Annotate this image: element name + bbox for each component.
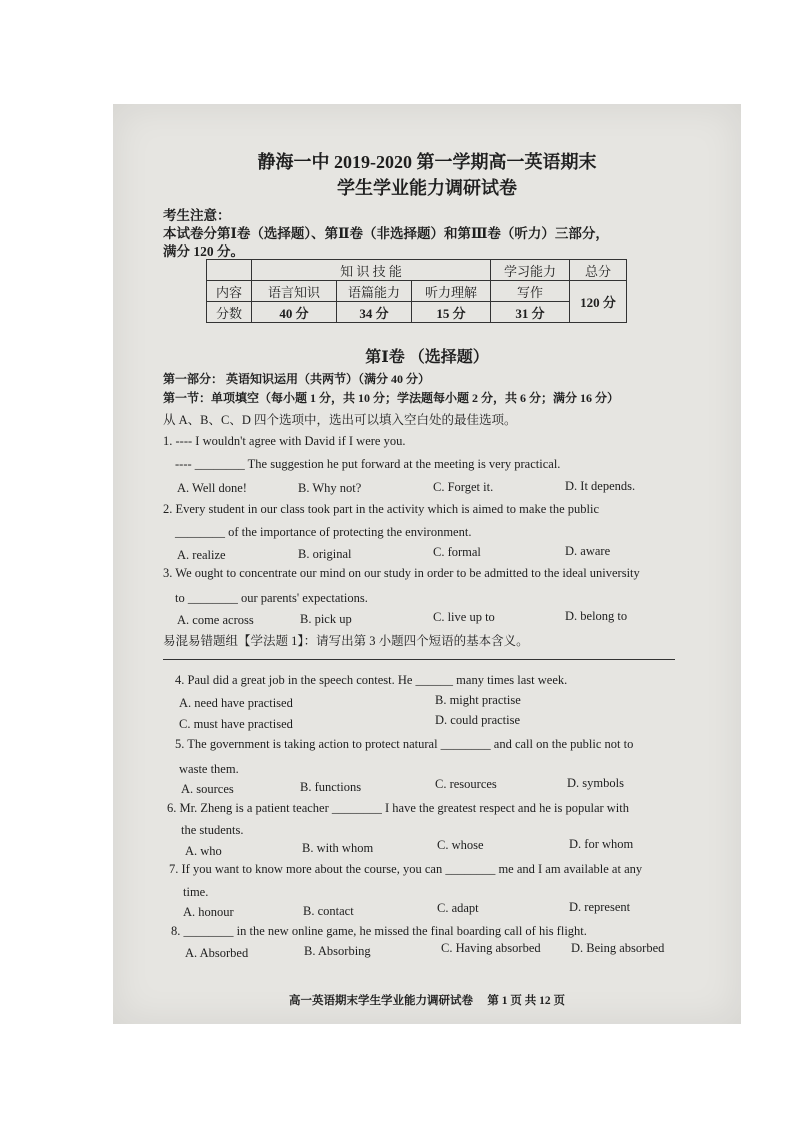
xuefa-prompt: 易混易错题组【学法题 1】：请写出第 3 小题四个短语的基本含义。	[163, 634, 529, 648]
question-3-option-c: C. live up to	[433, 610, 495, 624]
answer-line	[163, 659, 675, 660]
question-1-option-a: A. Well done!	[177, 481, 247, 495]
question-6-line-1: 6. Mr. Zheng is a patient teacher ________ I have the greatest respect and he is popular with	[167, 801, 630, 815]
question-8-option-b: B. Absorbing	[304, 944, 371, 958]
notice-line-2: 满分 120 分。	[163, 244, 244, 259]
question-5-line-2: waste them.	[179, 762, 239, 776]
question-4-option-b: B. might practise	[435, 693, 521, 707]
question-5-line-1: 5. The government is taking action to protect natural ________ and call on the public not to	[175, 737, 634, 751]
table-row-label-content: 内容	[207, 281, 252, 302]
question-2-option-d: D. aware	[565, 544, 611, 558]
instructions: 从 A、B、C、D 四个选项中，选出可以填入空白处的最佳选项。	[163, 413, 517, 427]
question-6-line-2: the students.	[181, 823, 244, 837]
score-table	[206, 259, 627, 323]
question-4-option-a: A. need have practised	[179, 696, 293, 710]
part-heading: 第一部分： 英语知识运用（共两节）（满分 40 分）	[163, 372, 431, 386]
section-heading: 第一节：单项填空（每小题 1 分，共 10 分；学法题每小题 2 分，共 6 分；满分 16 分）	[163, 391, 620, 405]
question-2-option-c: C. formal	[433, 545, 481, 559]
table-col-discourse: 语篇能力	[337, 281, 412, 302]
table-corner	[207, 260, 252, 281]
question-1-option-d: D. It depends.	[565, 479, 636, 493]
question-4-option-d: D. could practise	[435, 713, 521, 727]
exam-paper	[113, 104, 741, 1024]
question-1-option-b: B. Why not?	[298, 481, 362, 495]
question-3-line-2: to ________ our parents' expectations.	[175, 591, 368, 605]
question-8-option-c: C. Having absorbed	[441, 941, 541, 955]
table-total-value: 120 分	[570, 281, 627, 323]
question-3-option-a: A. come across	[177, 613, 254, 627]
question-6-option-a: A. who	[185, 844, 222, 858]
table-group-ability: 学习能力	[491, 260, 570, 281]
table-score-listening: 15 分	[412, 302, 491, 323]
question-2-option-b: B. original	[298, 547, 352, 561]
question-3-option-b: B. pick up	[300, 612, 352, 626]
question-4-line-1: 4. Paul did a great job in the speech contest. He ______ many times last week.	[175, 673, 568, 687]
table-col-language: 语言知识	[252, 281, 337, 302]
question-7-line-1: 7. If you want to know more about the course, you can ________ me and I am available at any	[169, 862, 643, 876]
table-score-discourse: 34 分	[337, 302, 412, 323]
notice-label: 考生注意：	[163, 208, 231, 223]
question-8-line-1: 8. ________ in the new online game, he missed the final boarding call of his flight.	[171, 924, 587, 938]
notice-line-1: 本试卷分第Ⅰ卷（选择题）、第Ⅱ卷（非选择题）和第Ⅲ卷（听力）三部分，	[163, 226, 609, 241]
question-6-option-d: D. for whom	[569, 837, 634, 851]
question-6-option-b: B. with whom	[302, 841, 374, 855]
question-7-option-d: D. represent	[569, 900, 631, 914]
question-5-option-a: A. sources	[181, 782, 234, 796]
question-1-option-c: C. Forget it.	[433, 480, 494, 494]
table-col-listening: 听力理解	[412, 281, 491, 302]
question-7-option-b: B. contact	[303, 904, 354, 918]
table-score-writing: 31 分	[491, 302, 570, 323]
table-row-label-score: 分数	[207, 302, 252, 323]
question-8-option-d: D. Being absorbed	[571, 941, 665, 955]
question-2-line-1: 2. Every student in our class took part in the activity which is aimed to make the public	[163, 502, 600, 516]
question-1-line-1: 1. ---- I wouldn't agree with David if I were you.	[163, 434, 406, 448]
question-5-option-c: C. resources	[435, 777, 497, 791]
question-6-option-c: C. whose	[437, 838, 484, 852]
question-3-option-d: D. belong to	[565, 609, 628, 623]
question-7-line-2: time.	[183, 885, 209, 899]
question-1-line-2: ---- ________ The suggestion he put forward at the meeting is very practical.	[175, 457, 561, 471]
page-footer: 高一英语期末学生学业能力调研试卷 第 1 页 共 12 页	[289, 995, 565, 1007]
question-8-option-a: A. Absorbed	[185, 946, 249, 960]
question-2-option-a: A. realize	[177, 548, 226, 562]
section-title: 第Ⅰ卷 （选择题）	[365, 349, 489, 366]
exam-subtitle: 学生学业能力调研试卷	[337, 178, 517, 198]
question-5-option-d: D. symbols	[567, 776, 624, 790]
table-score-language: 40 分	[252, 302, 337, 323]
question-2-line-2: ________ of the importance of protecting the environment.	[175, 525, 472, 539]
table-col-writing: 写作	[491, 281, 570, 302]
question-7-option-a: A. honour	[183, 905, 234, 919]
question-7-option-c: C. adapt	[437, 901, 479, 915]
table-group-knowledge: 知 识 技 能	[252, 260, 491, 281]
question-4-option-c: C. must have practised	[179, 717, 293, 731]
exam-title: 静海一中 2019-2020 第一学期高一英语期末	[257, 152, 597, 172]
question-3-line-1: 3. We ought to concentrate our mind on our study in order to be admitted to the ideal university	[163, 566, 640, 580]
table-total-label: 总分	[570, 260, 627, 281]
question-5-option-b: B. functions	[300, 780, 362, 794]
